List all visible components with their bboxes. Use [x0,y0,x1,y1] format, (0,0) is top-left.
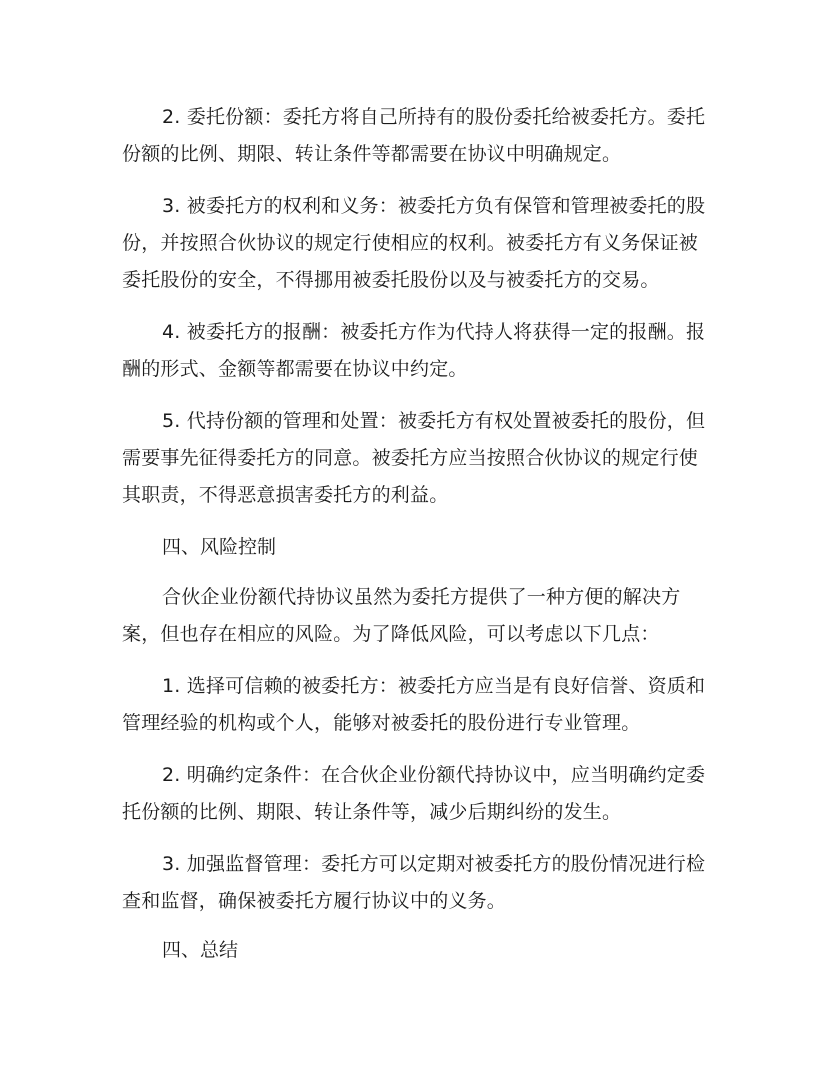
section-heading-risk-control: 四、风险控制 [162,536,277,558]
paragraph-entrusted-share: 2. 委托份额：委托方将自己所持有的股份委托给被委托方。委托份额的比例、期限、转让条件等都需要在协议中明确规定。 [122,106,706,165]
paragraph-management-disposal: 5. 代持份额的管理和处置：被委托方有权处置被委托的股份，但需要事先征得委托方的同意。被委托方应当按照合伙协议的规定行使其职责，不得恶意损害委托方的利益。 [122,410,706,506]
paragraph-remuneration: 4. 被委托方的报酬：被委托方作为代持人将获得一定的报酬。报酬的形式、金额等都需要在协议中约定。 [122,321,706,380]
section-heading-summary: 四、总结 [162,939,239,961]
paragraph-risk-intro: 合伙企业份额代持协议虽然为委托方提供了一种方便的解决方案，但也存在相应的风险。为了降低风险，可以考虑以下几点： [122,586,681,645]
paragraph-clear-conditions: 2. 明确约定条件：在合伙企业份额代持协议中，应当明确约定委托份额的比例、期限、转让条件等，减少后期纠纷的发生。 [122,764,706,823]
paragraph-rights-obligations: 3. 被委托方的权利和义务：被委托方负有保管和管理被委托的股份，并按照合伙协议的规定行使相应的权利。被委托方有义务保证被委托股份的安全，不得挪用被委托股份以及与被委托方的交易。 [122,195,706,291]
paragraph-supervision: 3. 加强监督管理：委托方可以定期对被委托方的股份情况进行检查和监督，确保被委托方履行协议中的义务。 [122,853,706,912]
paragraph-choose-trustee: 1. 选择可信赖的被委托方：被委托方应当是有良好信誉、资质和管理经验的机构或个人，能够对被委托的股份进行专业管理。 [122,675,706,734]
